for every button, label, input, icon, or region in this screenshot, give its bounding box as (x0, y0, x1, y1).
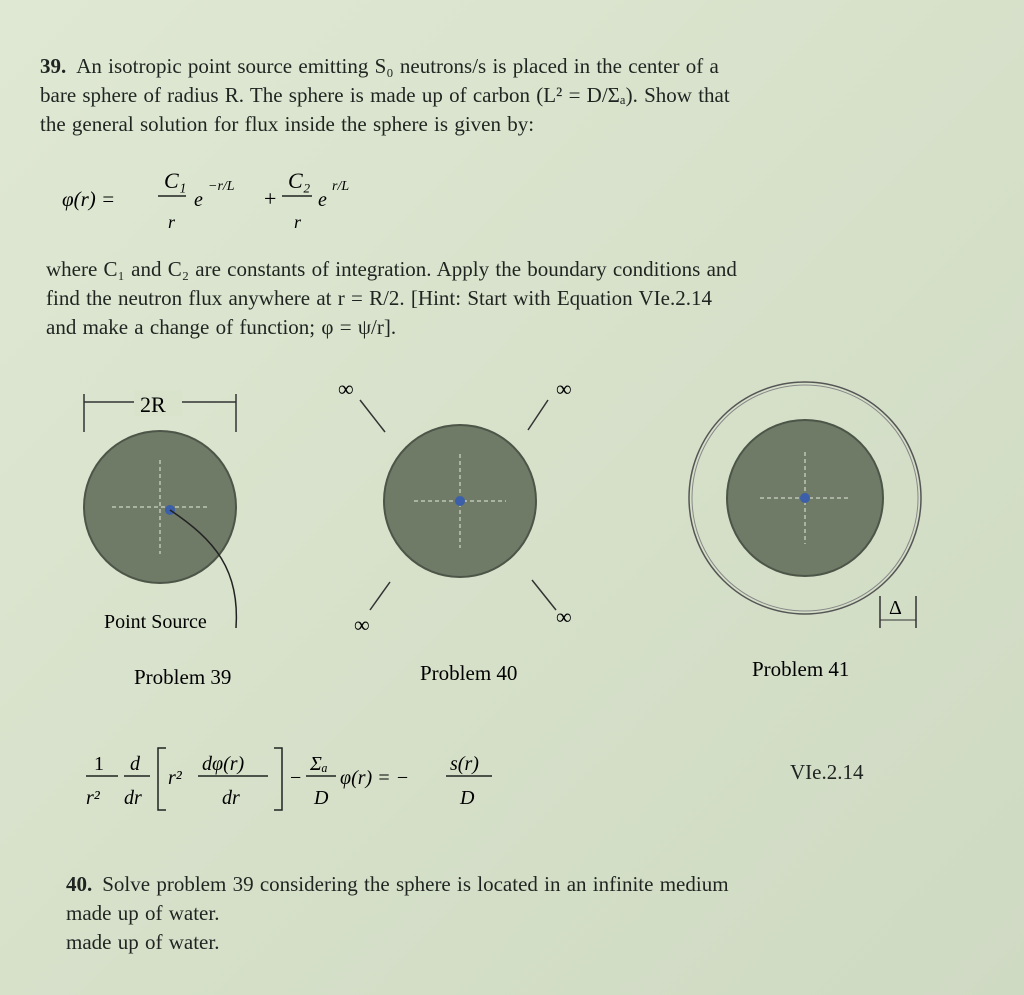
figure-problem-41 (689, 382, 921, 681)
eq1-den-2: r (294, 212, 302, 232)
eq2-minus: − (290, 767, 302, 789)
infinity-lower-right: ∞ (556, 604, 572, 629)
arrow-upper-left (360, 400, 385, 432)
eq2-r2-inner: r² (168, 767, 182, 789)
eq2-one: 1 (94, 753, 104, 775)
infinity-upper-right: ∞ (556, 376, 572, 401)
problem-39-text (40, 52, 910, 139)
problem-figures (0, 370, 1024, 700)
arrow-lower-right (532, 580, 556, 610)
delta-label: Δ (889, 597, 902, 619)
eq2-r2: r² (86, 787, 100, 809)
flux-general-solution-equation (60, 160, 400, 240)
eq2-d: d (130, 753, 140, 775)
center-dot-41 (800, 493, 810, 503)
eq2-dphi: dφ(r) (202, 753, 245, 775)
diffusion-equation (80, 740, 540, 820)
caption-problem-39: Problem 39 (134, 665, 232, 689)
problem-40-number: 40. (66, 872, 93, 896)
problem-40-line-3: made up of water. (66, 930, 220, 954)
infinity-upper-left: ∞ (338, 376, 354, 401)
problem-39-line-3: the general solution for flux inside the sphere is given by: (40, 112, 535, 136)
eq1-lhs: φ(r) = (62, 187, 116, 211)
eq2-bracket-right (274, 748, 282, 810)
where-line-3: and make a change of function; φ = ψ/r]. (46, 315, 397, 339)
problem-40-line-2: made up of water. (66, 901, 220, 925)
eq1-exp-1: −r/L (208, 179, 235, 194)
arrow-lower-left (370, 582, 390, 610)
eq2-dr-2: dr (222, 787, 240, 809)
eq2-D-2: D (460, 787, 475, 809)
problem-40-line-1: 40. Solve problem 39 considering the sphere is located in an infinite medium (66, 872, 729, 896)
caption-problem-41: Problem 41 (752, 657, 850, 681)
eq2-D-1: D (314, 787, 329, 809)
arrow-upper-right (528, 400, 548, 430)
where-line-1: where C₁ and C₂ are constants of integration. Apply the boundary conditions and (46, 257, 737, 281)
problem-39-number: 39. (40, 54, 67, 78)
eq1-exp-2: r/L (332, 179, 350, 194)
point-source-label: Point Source (104, 611, 207, 633)
eq2-dr: dr (124, 787, 142, 809)
sphere-39 (84, 431, 236, 583)
eq1-den-1: r (168, 212, 176, 232)
boundary-conditions-text (46, 255, 906, 342)
figure-problem-40 (338, 376, 572, 685)
problem-40-text (66, 870, 906, 957)
eq2-sr: s(r) (450, 753, 479, 775)
eq1-c1: C₁ (164, 168, 187, 193)
center-dot-40 (455, 496, 465, 506)
eq2-bracket-left (158, 748, 166, 810)
where-line-2: find the neutron flux anywhere at r = R/2. [Hint: Start with Equation VIe.2.14 (46, 286, 712, 310)
eq2-sigma-a: Σₐ (310, 753, 328, 775)
caption-problem-40: Problem 40 (420, 661, 518, 685)
eq1-c2: C₂ (288, 168, 311, 193)
figure-problem-39 (84, 390, 236, 689)
problem-39-line-2: bare sphere of radius R. The sphere is made up of carbon (L² = D/Σₐ). Show that (40, 83, 730, 107)
problem-39-line-1: 39. An isotropic point source emitting S₀ neutrons/s is placed in the center of a (40, 54, 719, 78)
infinity-lower-left: ∞ (354, 612, 370, 637)
eq1-plus: + (264, 186, 277, 211)
eq2-phi-r: φ(r) = − (340, 767, 410, 789)
eq1-e-1: e (194, 189, 203, 211)
dimension-label: 2R (140, 392, 166, 417)
equation-label: VIe.2.14 (790, 760, 864, 784)
eq1-e-2: e (318, 189, 327, 211)
